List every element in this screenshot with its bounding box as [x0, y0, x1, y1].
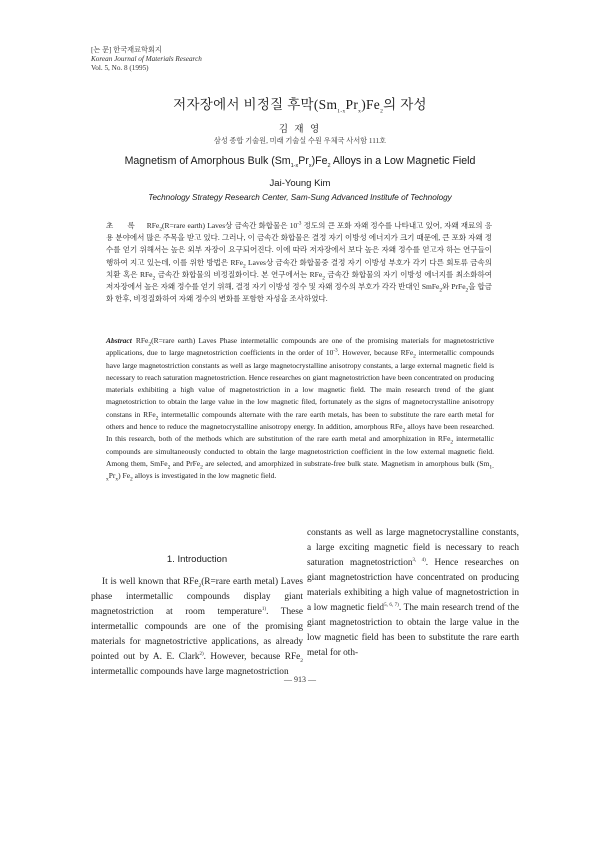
- journal-volume: Vol. 5, No. 8 (1995): [91, 64, 149, 72]
- intro-paragraph-continued: constants as well as large magnetocrystalline constants, a large exciting magnetic field is necessary to reach saturation magnetostriction$^{3, 4)}$. Hence researches on giant magnetostriction have concentrated on producing materials exhibiting a high value of magnetostriction in a low magnetic field$^{5, 6, 7)}$. The main research trend of the giant magnetostriction to obtain the large value in the low magnetic field has been to substitute the rare earth metal for oth-: [307, 528, 519, 658]
- title-korean: 저자장에서 비정질 후막$(Sm_{1-x}Pr_x)Fe_2$의 자성: [173, 97, 427, 115]
- journal-name-ko: [논 문] 한국재료학회지: [91, 46, 162, 54]
- author-english: Jai-Young Kim: [269, 178, 331, 189]
- body-column-right: [307, 526, 519, 661]
- section-heading-introduction: 1. Introduction: [166, 554, 228, 565]
- body-column-left: [91, 552, 303, 680]
- intro-paragraph: It is well known that RFe$_2$(R=rare earth metal) Laves phase intermetallic compounds display giant magnetostriction at room temperature$^{1)}$. These intermetallic compounds are one of the promising materials for magnetostrictive applications, as already pointed out by A. E. Clark$^{2)}$. However, because RFe$_2$ intermetallic compounds have large magnetostriction: [91, 577, 303, 677]
- abstract-korean-label: 초 록: [106, 221, 141, 230]
- page-number: — 913 —: [284, 675, 316, 684]
- affiliation-english: Technology Strategy Research Center, Sam-Sung Advanced Institufe of Technology: [148, 193, 452, 202]
- journal-name-en: Korean Journal of Materials Research: [91, 55, 202, 63]
- abstract-english: Abstract RFe$_2$(R=rare earth) Laves Phase intermetallic compounds are one of the promising materials for magnetostrictive applications, due to large magnetostriction coefficients in the order of $10^{-3}$. However, because RFe$_2$ intermetallic compounds have large magnetostriction constants as well as large magnetocrystalline anisotropy constants, a large external magnetic field is necessary to reach saturation magnetostriction. Hence researches on giant magnetostriction have been concentrated on producing materials exhibiting a high value of magnetostriction in a low magnetic field. The main research trend of the giant magnetostriction to obtain the large value in the low magnetic filed, fortunately as the signs of magnetocrystalline anisotropy constans in RFe$_2$ intermetallic compounds alternate with the rare earth metals, has been to substitute the rare earth metal for others and hence to reduce the magnetocrystalline anisotropy energy. In addition, amorphous RFe$_2$ alloys have been researched. In this research, both of the methods which are substitution of the rare earth metal and amorphization in RFe$_2$ intermetallic compounds are simultaneously conducted to obtain the large magnetostriction coefficient in the low external magnetic field. Among them, SmFe$_2$ and PrFe$_2$ are selected, and amorphized in substrate-free bulk state. Magnetism in amorphous bulk $(Sm_{1-x}Pr_x)$ $Fe_2$ alloys is investigated in the low magnetic field.: [106, 336, 494, 483]
- abstract-english-label: Abstract: [106, 336, 132, 345]
- title-english: Magnetism of Amorphous Bulk $(Sm_{1-x}Pr_x)Fe_2$ Alloys in a Low Magnetic Field: [124, 155, 476, 170]
- author-korean: 김 재 영: [278, 125, 322, 135]
- affiliation-korean: 삼성 종합 기술원, 미래 기술실 수원 우체국 사서함 111호: [213, 137, 387, 145]
- abstract-korean: 초 록 RFe$_2$(R=rare earth) Laves상 금속간 화합물은 $10^{-3}$ 정도의 큰 포화 자왜 정수를 나타내고 있어, 자왜 재료의 응용 분야에서 많은 주목을 받고 있다. 그러나, 이 금속간 화합물은 결정 자기 이방성 에너지가 크기 때문에, 큰 포화 자왜 정수를 얻기 위해서는 높은 외부 자장이 요구되어진다. 이에 따라 저자장에서 보다 높은 자왜 정수를 얻고자 하는 연구들이 행하여 지고 있는데, 이를 위한 방법은 RFe$_2$ Laves상 금속간 화합물중 결정 자기 이방성 부호가 각기 다른 회토류 금속의 치환 혹은 RFe$_2$ 금속간 화합물의 비정질화이다. 본 연구에서는 RFe$_2$ 금속간 화합물의 자기 이방성 에너지를 최소화하여 저자장에서 높은 자왜 정수를 얻기 위해, 결정 자기 이방성 정수 및 자왜 정수의 부호가 각각 반대인 SmFe$_2$와 PrFe$_2$을 합금화 한후, 비정질화하여 자왜 정수의 변화를 포함한 자성을 조사하였다.: [106, 221, 493, 304]
- journal-header: [91, 46, 202, 73]
